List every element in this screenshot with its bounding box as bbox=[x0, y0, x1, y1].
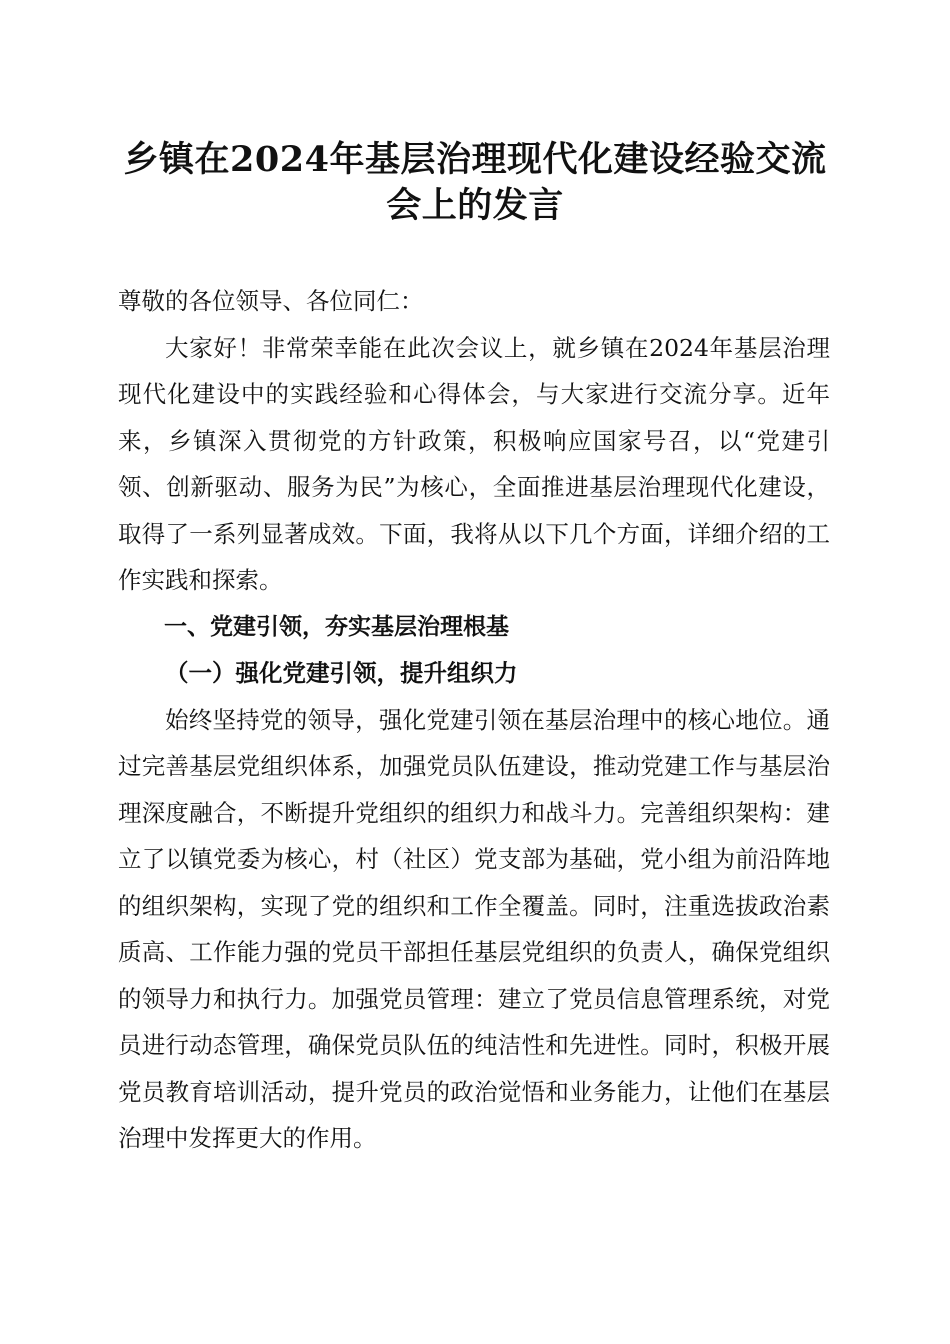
subsection-paragraph-1: 始终坚持党的领导，强化党建引领在基层治理中的核心地位。通过完善基层党组织体系，加强党员队伍建设，推动党建工作与基层治理深度融合，不断提升党组织的组织力和战斗力。完善组织架构：建立了以镇党委为核心，村（社区）党支部为基础，党小组为前沿阵地的组织架构，实现了党的组织和工作全覆盖。同时，注重选拔政治素质高、工作能力强的党员干部担任基层党组织的负责人，确保党组织的领导力和执行力。加强党员管理：建立了党员信息管理系统，对党员进行动态管理，确保党员队伍的纯洁性和先进性。同时，积极开展党员教育培训活动，提升党员的政治觉悟和业务能力，让他们在基层治理中发挥更大的作用。 bbox=[118, 705, 830, 1152]
salutation: 尊敬的各位领导、各位同仁： bbox=[118, 287, 424, 315]
document-body bbox=[118, 278, 830, 1162]
subsection-heading-1: （一）强化党建引领，提升组织力 bbox=[165, 659, 518, 687]
document-title-line-1: 乡镇在2024年基层治理现代化建设经验交流 bbox=[123, 139, 827, 180]
document-title-line-2: 会上的发言 bbox=[386, 185, 564, 226]
section-heading-1: 一、党建引领，夯实基层治理根基 bbox=[164, 613, 509, 640]
intro-paragraph: 大家好！非常荣幸能在此次会议上，就乡镇在2024年基层治理现代化建设中的实践经验和心得体会，与大家进行交流分享。近年来，乡镇深入贯彻党的方针政策，积极响应国家号召，以“党建引领、创新驱动、服务为民”为核心，全面推进基层治理现代化建设，取得了一系列显著成效。下面，我将从以下几个方面，详细介绍的工作实践和探索。 bbox=[118, 333, 830, 594]
